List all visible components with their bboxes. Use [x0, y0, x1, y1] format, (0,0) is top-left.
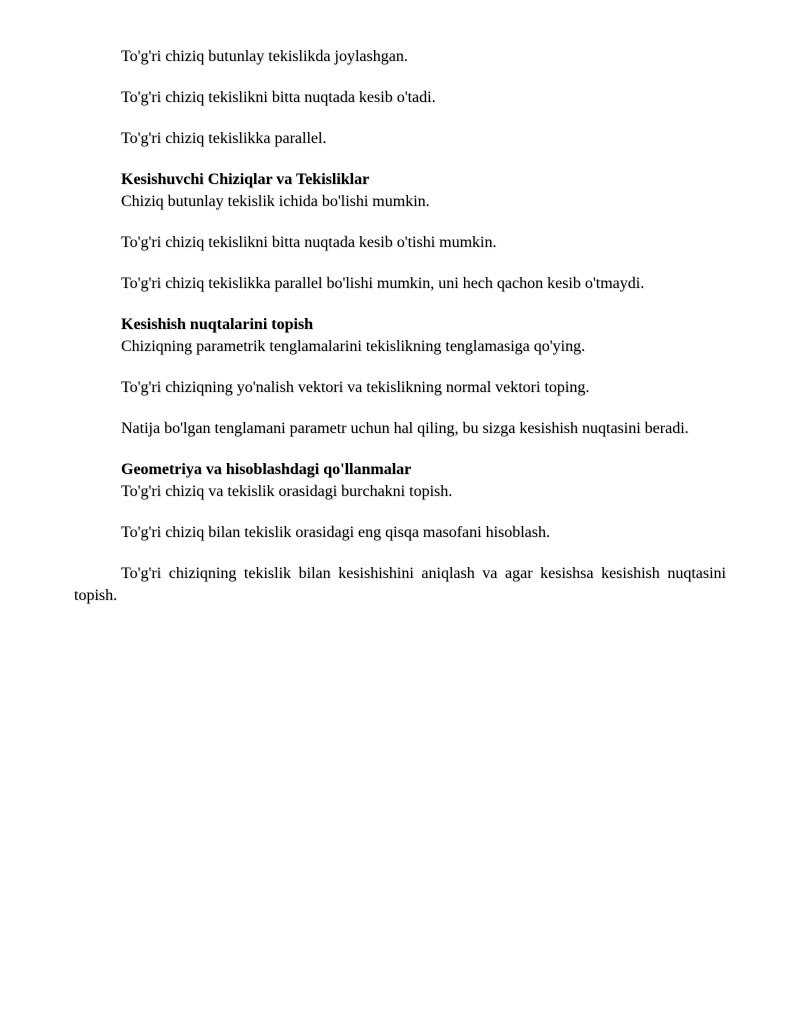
section-heading: Kesishuvchi Chiziqlar va Tekisliklar	[121, 171, 370, 188]
paragraph: To'g'ri chiziqning yo'nalish vektori va tekislikning normal vektori toping.	[121, 379, 590, 396]
paragraph: To'g'ri chiziq tekislikni bitta nuqtada kesib o'tishi mumkin.	[121, 234, 497, 251]
paragraph: Chiziq butunlay tekislik ichida bo'lishi mumkin.	[121, 193, 430, 210]
document-page	[74, 46, 726, 626]
section-heading: Geometriya va hisoblashdagi qo'llanmalar	[121, 461, 412, 478]
section-heading: Kesishish nuqtalarini topish	[121, 316, 314, 333]
section-applications	[74, 459, 726, 607]
paragraph: To'g'ri chiziqning tekislik bilan kesishishini aniqlash va agar kesishsa kesishish nuqtasini topish.	[74, 565, 726, 604]
paragraph: To'g'ri chiziq tekislikka parallel bo'lishi mumkin, uni hech qachon kesib o'tmaydi.	[121, 275, 645, 292]
paragraph: Natija bo'lgan tenglamani parametr uchun hal qiling, bu sizga kesishish nuqtasini beradi.	[121, 420, 689, 437]
paragraph: To'g'ri chiziq tekislikni bitta nuqtada kesib o'tadi.	[121, 89, 436, 106]
section-finding-intersection-points	[74, 314, 726, 440]
paragraph: To'g'ri chiziq bilan tekislik orasidagi eng qisqa masofani hisoblash.	[121, 524, 551, 541]
paragraph: To'g'ri chiziq va tekislik orasidagi burchakni topish.	[121, 483, 453, 500]
section-intersecting-lines-planes	[74, 169, 726, 295]
paragraph: Chiziqning parametrik tenglamalarini tekislikning tenglamasiga qo'ying.	[121, 338, 586, 355]
paragraph: To'g'ri chiziq butunlay tekislikda joylashgan.	[121, 48, 408, 65]
paragraph: To'g'ri chiziq tekislikka parallel.	[121, 130, 327, 147]
